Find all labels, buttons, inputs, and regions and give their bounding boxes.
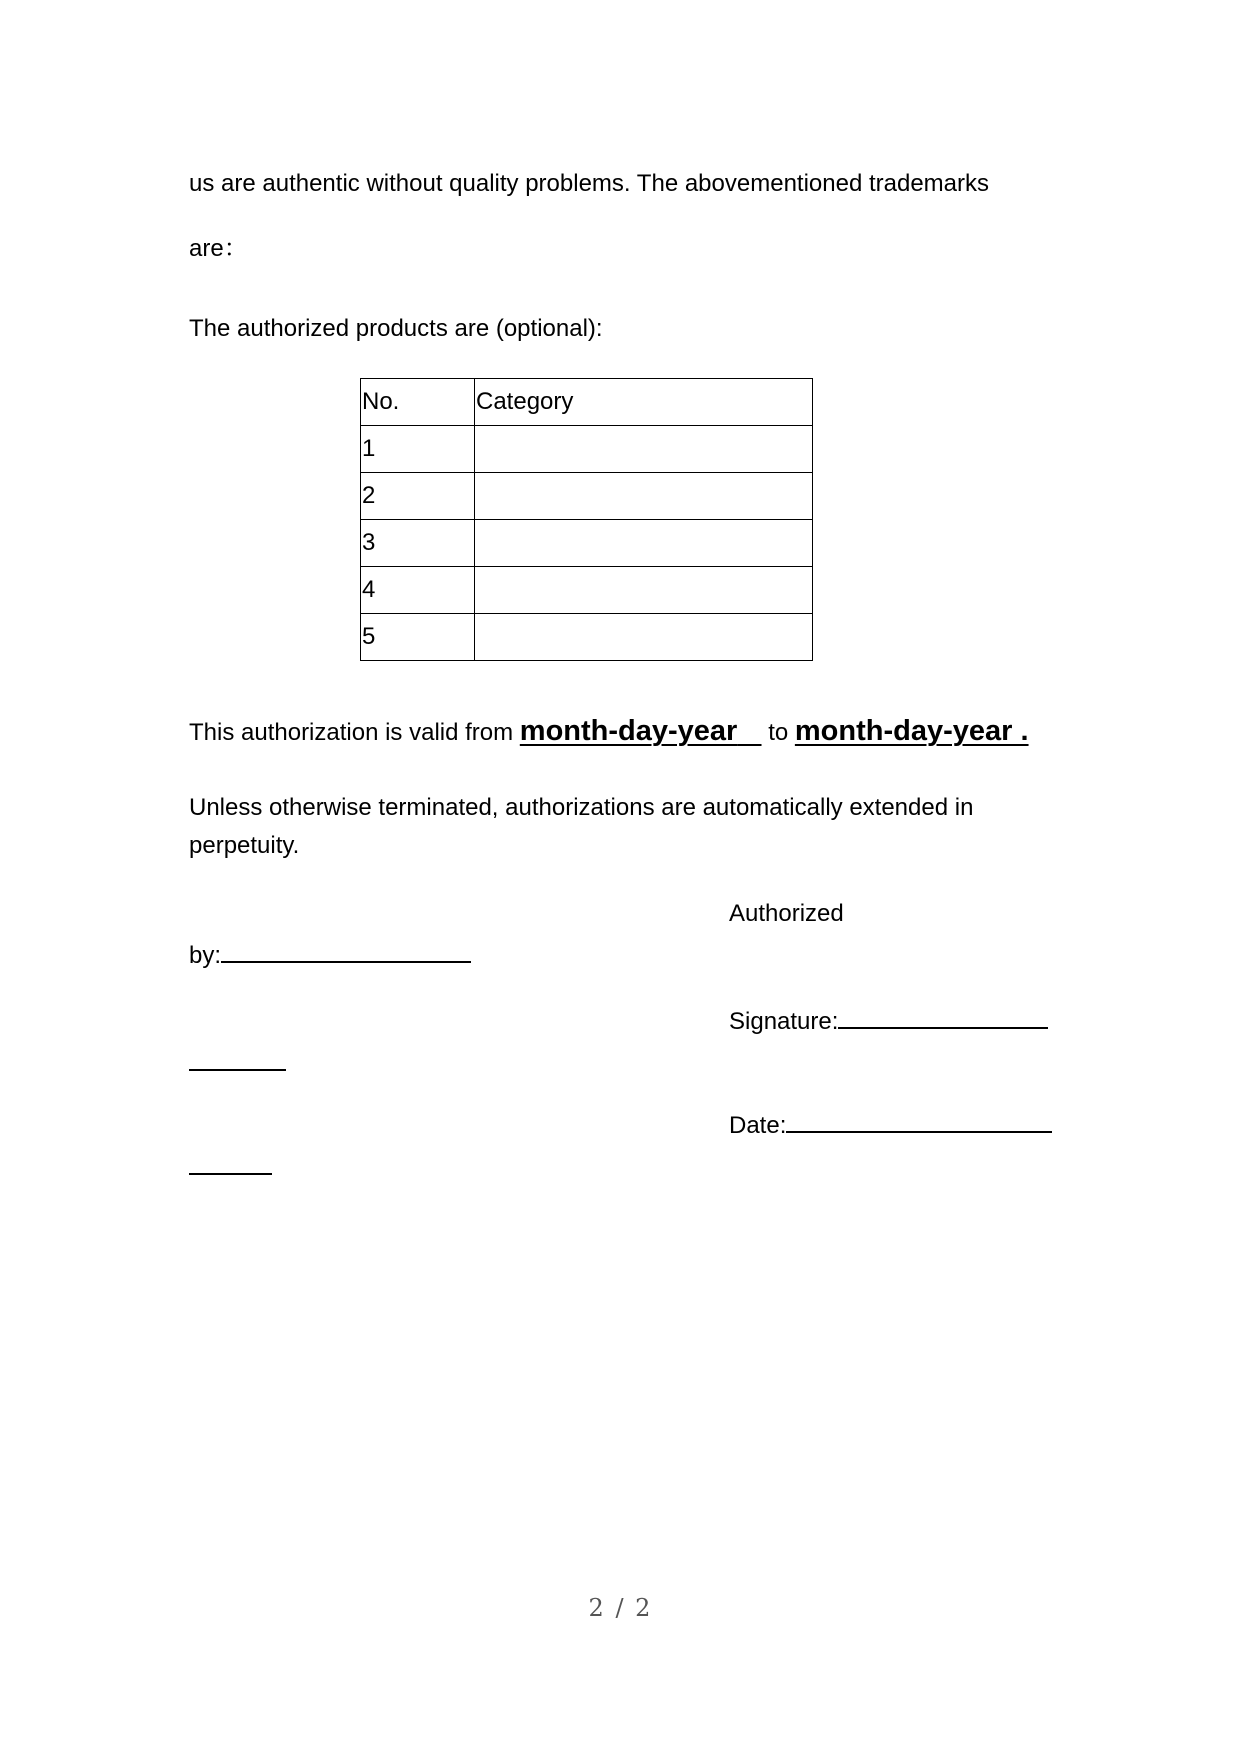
table-row xyxy=(361,473,813,520)
date-line xyxy=(729,1107,1052,1141)
extension-line: perpetuity. xyxy=(189,832,300,859)
from-date-field[interactable]: month-day-year xyxy=(519,715,738,747)
products-intro: The authorized products are (optional): xyxy=(189,315,603,342)
page-number: 2 / 2 xyxy=(588,1594,653,1622)
row-category[interactable] xyxy=(475,473,813,520)
date-field-continuation[interactable] xyxy=(189,1173,272,1175)
extension-line: Unless otherwise terminated, authorizations are automatically extended in xyxy=(189,794,974,821)
row-number: 4 xyxy=(361,567,475,614)
signature-label: Signature: xyxy=(729,1008,839,1035)
row-number: 1 xyxy=(361,426,475,473)
authorized-by-field[interactable] xyxy=(221,937,471,963)
validity-connector: to xyxy=(768,719,795,746)
signature-line xyxy=(729,1003,1048,1037)
table-row xyxy=(361,567,813,614)
table-row xyxy=(361,614,813,661)
by-label: by: xyxy=(189,942,222,969)
table-header-row xyxy=(361,379,813,426)
validity-line xyxy=(189,713,1029,751)
paragraph-line: are： xyxy=(189,235,248,262)
row-category[interactable] xyxy=(475,614,813,661)
date-field[interactable] xyxy=(786,1107,1052,1133)
validity-prefix: This authorization is valid from xyxy=(189,719,520,746)
signature-field-continuation[interactable] xyxy=(189,1069,286,1071)
row-number: 3 xyxy=(361,520,475,567)
authorized-label: Authorized xyxy=(729,900,844,927)
header-no: No. xyxy=(361,379,475,426)
header-category: Category xyxy=(475,379,813,426)
products-table xyxy=(360,378,813,661)
row-category[interactable] xyxy=(475,520,813,567)
signature-field[interactable] xyxy=(838,1003,1048,1029)
to-date-field[interactable]: month-day-year . xyxy=(794,715,1029,747)
authorized-by-line xyxy=(189,937,471,971)
table-row xyxy=(361,520,813,567)
row-category[interactable] xyxy=(475,426,813,473)
row-category[interactable] xyxy=(475,567,813,614)
date-label: Date: xyxy=(729,1112,787,1139)
row-number: 2 xyxy=(361,473,475,520)
table-row xyxy=(361,426,813,473)
row-number: 5 xyxy=(361,614,475,661)
paragraph-line: us are authentic without quality problems. The abovementioned trademarks xyxy=(189,170,990,197)
